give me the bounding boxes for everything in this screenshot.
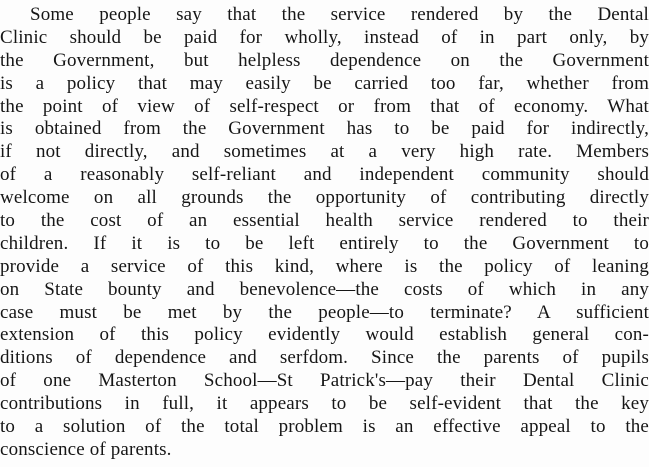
text-line: is a policy that may easily be carried too far, whether from (0, 72, 649, 94)
text-line: the point of view of self-respect or from that of economy. What (0, 95, 649, 117)
text-line: case must be met by the people—to terminate? A sufficient (0, 301, 649, 323)
text-line: children. If it is to be left entirely to the Government to (0, 232, 649, 254)
text-line: contributions in full, it appears to be self-evident that the key (0, 393, 649, 415)
text-line: ditions of dependence and serfdom. Since the parents of pupils (0, 347, 649, 369)
text-line: of a reasonably self-reliant and independent community should (0, 164, 649, 186)
article-paragraph (0, 4, 649, 462)
text-line: of one Masterton School—St Patrick's—pay their Dental Clinic (0, 370, 649, 392)
text-line: to a solution of the total problem is an effective appeal to the (0, 416, 649, 438)
text-line: conscience of parents. (0, 438, 172, 460)
text-line: welcome on all grounds the opportunity of contributing directly (0, 187, 649, 209)
text-line: to the cost of an essential health service rendered to their (0, 210, 649, 232)
text-line: extension of this policy evidently would establish general con- (0, 324, 649, 346)
text-line: if not directly, and sometimes at a very high rate. Members (0, 141, 649, 163)
text-line: Clinic should be paid for wholly, instead of in part only, by (0, 26, 649, 48)
text-line: is obtained from the Government has to be paid for indirectly, (0, 118, 649, 140)
text-line: the Government, but helpless dependence on the Government (0, 49, 649, 71)
text-line: on State bounty and benevolence—the costs of which in any (0, 278, 649, 300)
text-line: provide a service of this kind, where is the policy of leaning (0, 255, 649, 277)
text-line: Some people say that the service rendered by the Dental (30, 4, 649, 25)
